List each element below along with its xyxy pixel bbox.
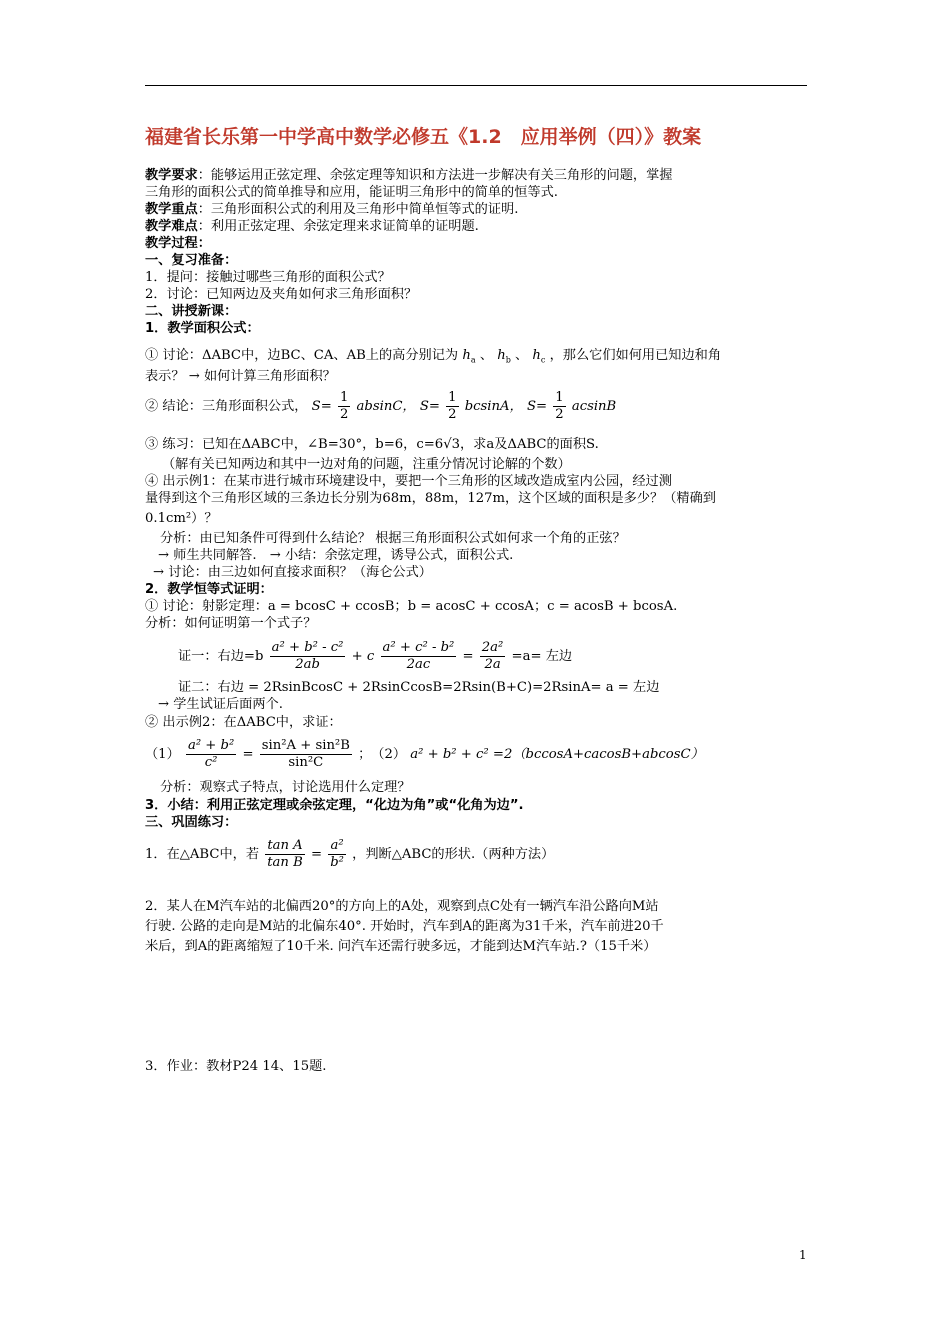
proof-2: 证二：右边 = 2RsinBcosC + 2RsinCcosB=2Rsin(B+C)=2RsinA= a = 左边	[178, 680, 660, 695]
d1d: ，那么它们如何用已知边和角	[549, 348, 722, 363]
summary	[145, 798, 524, 814]
den: b²	[330, 855, 344, 870]
e1-label: （1）	[145, 747, 180, 762]
d1e: 表示？ → 如何计算三角形面积？	[145, 369, 336, 384]
analysis-1: 分析：由已知条件可得到什么结论？ 根据三角形面积公式如何求一个角的正弦？	[160, 531, 626, 546]
den: 2ab	[295, 657, 320, 672]
num: a² + c² - b²	[382, 640, 455, 655]
num: a² + b²	[187, 738, 235, 753]
document-title: 福建省长乐第一中学高中数学必修五《1.2 应用举例（四）》教案	[145, 126, 702, 148]
num: 1	[339, 390, 349, 405]
S1: S=	[311, 399, 332, 414]
num: 1	[555, 390, 564, 405]
f3: acsinB	[571, 399, 617, 414]
den: 2ac	[406, 657, 431, 672]
e2: a² + b² + c² =2（bccosA+cacosB+abcosC）	[410, 747, 704, 762]
S3: S=	[526, 399, 548, 414]
frac-half-1	[338, 390, 350, 423]
S2: S=	[419, 399, 440, 414]
process-label: 教学过程：	[145, 236, 211, 251]
sub1-head: 1．教学面积公式：	[145, 321, 260, 336]
summary-text: 3．小结：利用正弦定理或余弦定理，“化边为角”或“化角为边”.	[145, 798, 524, 813]
den: 2a	[484, 657, 501, 672]
pr1-plus: + c	[351, 649, 375, 664]
frac-half-2	[446, 390, 458, 423]
e1-sep: ； （2）	[358, 747, 407, 762]
exercise-3: ③ 练习：已知在ΔABC中，∠B=30°，b=6，c=6√3，求a及ΔABC的面积S.	[145, 437, 599, 452]
c2-label: ② 结论：三角形面积公式，	[145, 399, 308, 414]
proof-1	[178, 640, 572, 673]
page-number: 1	[799, 1248, 807, 1262]
d1c: 、	[515, 348, 529, 363]
example1-a: ④ 出示例1：在某市进行城市环境建设中，要把一个三角形的区域改造成室内公园，经过测	[145, 474, 672, 489]
ha: h	[462, 348, 471, 363]
hb: h	[497, 348, 506, 363]
hb-sub: b	[505, 355, 511, 365]
frac-ab	[328, 838, 346, 871]
question-1	[145, 838, 554, 871]
q1a: 1．在△ABC中，若	[145, 847, 260, 862]
q1-eq: =	[310, 847, 327, 862]
example2-equations	[145, 738, 704, 771]
s1-line2: 2．讨论：已知两边及夹角如何求三角形面积？	[145, 287, 418, 302]
req-label: 教学要求	[145, 168, 198, 183]
req-text-2: 三角形的面积公式的简单推导和应用，能证明三角形中的简单的恒等式.	[145, 185, 559, 200]
req-text: ：能够运用正弦定理、余弦定理等知识和方法进一步解决有关三角形的问题，掌握	[197, 168, 673, 183]
pr1-end: =a= 左边	[511, 649, 573, 664]
teaching-requirement-line	[145, 168, 673, 184]
key-point-line	[145, 202, 518, 218]
key-text: ：三角形面积公式的利用及三角形中简单恒等式的证明.	[197, 202, 519, 217]
diff-label: 教学难点	[145, 219, 198, 234]
section1-head: 一、复习准备：	[145, 253, 238, 268]
discussion-1	[145, 348, 721, 369]
den: 2	[448, 407, 457, 422]
example1-c: 0.1cm²）？	[145, 511, 218, 526]
sub2-head: 2．教学恒等式证明：	[145, 582, 273, 597]
num: tan A	[265, 838, 305, 855]
area-formula	[145, 390, 616, 423]
num: sin²A + sin²B	[261, 738, 350, 753]
pr1-eq: =	[462, 649, 478, 664]
frac-2a	[480, 640, 506, 673]
den: 2	[555, 407, 564, 422]
projection-theorem: ① 讨论：射影定理：a = bcosC + ccosB；b = acosC + ccosA；c = acosB + bcosA.	[145, 599, 678, 614]
exercise-3-note: （解有关已知两边和其中一边对角的问题，注重分情况讨论解的个数）	[162, 457, 571, 472]
num: 1	[448, 390, 457, 405]
section3-head: 三、巩固练习：	[145, 815, 238, 830]
den: sin²C	[288, 755, 324, 770]
question-2-c: 米后，到A的距离缩短了10千米. 问汽车还需行驶多远，才能到达M汽车站.?（15千米）	[145, 939, 657, 954]
homework: 3．作业：教材P24 14、15题.	[145, 1059, 327, 1074]
difficulty-line	[145, 219, 479, 235]
question-2-a: 2．某人在M汽车站的北偏西20°的方向上的A处，观察到点C处有一辆汽车沿公路向M站	[145, 899, 659, 914]
frac-half-3	[553, 390, 565, 423]
hc-sub: c	[540, 355, 546, 365]
hc: h	[532, 348, 541, 363]
analysis-2: → 师生共同解答. → 小结：余弦定理，诱导公式，面积公式.	[158, 548, 514, 563]
analysis-3: → 讨论：由三边如何直接求面积？（海仑公式）	[153, 565, 432, 580]
d1b: 、	[479, 348, 493, 363]
frac-tan	[265, 838, 305, 871]
example2: ② 出示例2：在ΔABC中，求证：	[145, 715, 342, 730]
s1-line1: 1．提问：接触过哪些三角形的面积公式？	[145, 270, 391, 285]
diff-text: ：利用正弦定理、余弦定理来求证简单的证明题.	[197, 219, 479, 234]
header-rule	[145, 85, 807, 86]
frac-e1-left	[186, 738, 236, 771]
q1b: ，判断△ABC的形状.（两种方法）	[352, 847, 555, 862]
frac-cosC	[270, 640, 346, 673]
example1-b: 量得到这个三角形区域的三条边长分别为68m，88m，127m，这个区域的面积是多少？（精确到	[145, 491, 716, 506]
analysis-4: 分析：观察式子特点，讨论选用什么定理？	[160, 780, 411, 795]
section2-head: 二、讲授新课：	[145, 304, 238, 319]
e1-eq: =	[242, 747, 258, 762]
num: 2a²	[481, 640, 504, 655]
frac-cosB	[381, 640, 457, 673]
pr1a: 证一：右边=b	[178, 649, 264, 664]
projection-analysis: 分析：如何证明第一个式子？	[145, 616, 317, 631]
den: c²	[204, 755, 218, 770]
question-2-b: 行驶. 公路的走向是M站的北偏东40°. 开始时，汽车到A的距离为31千米，汽车前进20千	[145, 919, 664, 934]
num: a² + b² - c²	[271, 640, 344, 655]
proof-3: → 学生试证后面两个.	[158, 697, 283, 712]
den: tan B	[267, 855, 303, 870]
ha-sub: a	[470, 355, 476, 365]
den: 2	[339, 407, 349, 422]
f2: bcsinA，	[464, 399, 523, 414]
f1: absinC，	[356, 399, 416, 414]
key-label: 教学重点	[145, 202, 198, 217]
d1a: ① 讨论：ΔABC中，边BC、CA、AB上的高分别记为	[145, 348, 459, 363]
num: a²	[328, 838, 346, 855]
frac-e1-right	[260, 738, 352, 771]
